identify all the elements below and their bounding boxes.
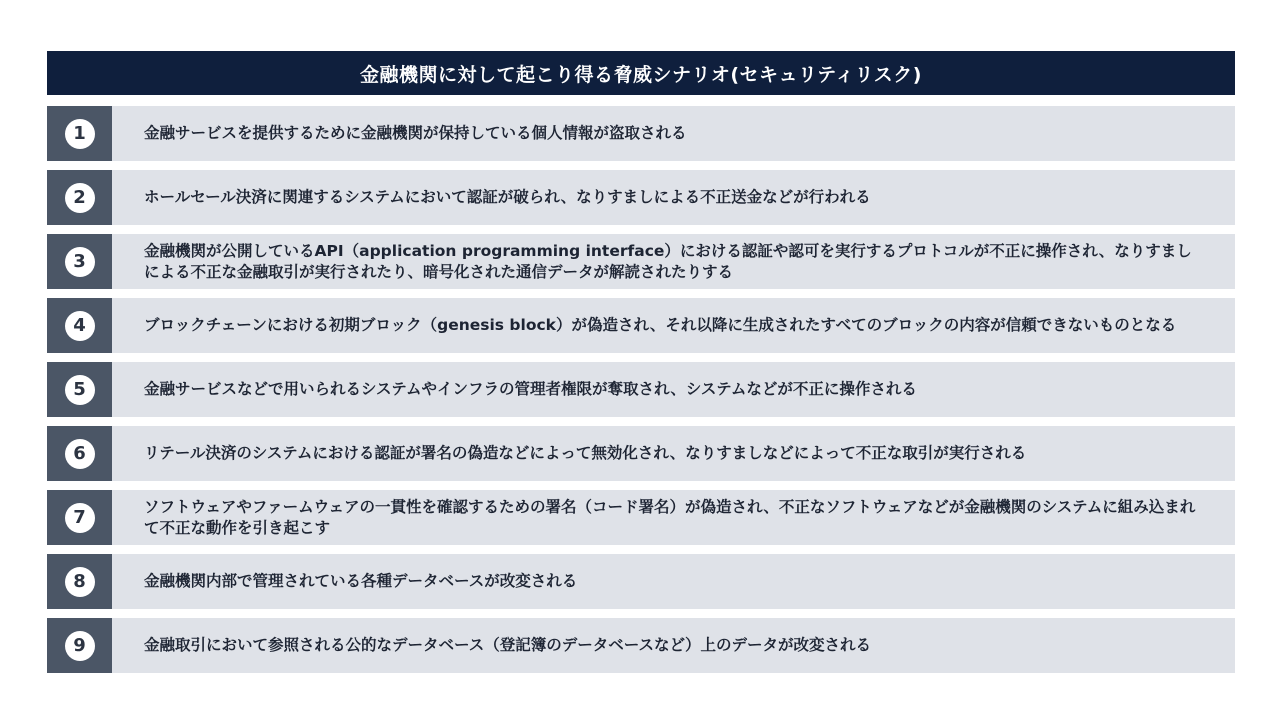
scenario-number-cell [47,490,112,545]
scenario-text: ホールセール決済に関連するシステムにおいて認証が破られ、なりすましによる不正送金などが行われる [112,170,1235,225]
scenario-row [47,426,1235,481]
scenario-number-cell [47,426,112,481]
scenario-number-cell [47,106,112,161]
slide [47,51,1235,682]
scenario-text: リテール決済のシステムにおける認証が署名の偽造などによって無効化され、なりすましなどによって不正な取引が実行される [112,426,1235,481]
scenario-text: 金融機関が公開しているAPI（application programming interface）における認証や認可を実行するプロトコルが不正に操作され、なりすましによる不正な金融取引が実行されたり、暗号化された通信データが解読されたりする [112,234,1235,289]
scenario-number: 6 [65,439,95,469]
scenario-number: 7 [65,503,95,533]
scenario-text: 金融機関内部で管理されている各種データベースが改変される [112,554,1235,609]
scenario-number-cell [47,618,112,673]
slide-title: 金融機関に対して起こり得る脅威シナリオ(セキュリティリスク) [47,51,1235,95]
scenario-row [47,554,1235,609]
scenario-row [47,362,1235,417]
scenario-row [47,234,1235,289]
scenario-number: 2 [65,183,95,213]
scenario-row [47,490,1235,545]
scenario-text: 金融取引において参照される公的なデータベース（登記簿のデータベースなど）上のデータが改変される [112,618,1235,673]
scenario-row [47,618,1235,673]
scenario-number: 5 [65,375,95,405]
scenario-number-cell [47,234,112,289]
scenario-row [47,106,1235,161]
scenario-list [47,106,1235,673]
scenario-text: ブロックチェーンにおける初期ブロック（genesis block）が偽造され、それ以降に生成されたすべてのブロックの内容が信頼できないものとなる [112,298,1235,353]
scenario-number: 4 [65,311,95,341]
scenario-number-cell [47,170,112,225]
scenario-number: 9 [65,631,95,661]
scenario-number: 3 [65,247,95,277]
scenario-number-cell [47,362,112,417]
scenario-text: 金融サービスを提供するために金融機関が保持している個人情報が盗取される [112,106,1235,161]
scenario-text: 金融サービスなどで用いられるシステムやインフラの管理者権限が奪取され、システムなどが不正に操作される [112,362,1235,417]
scenario-row [47,170,1235,225]
scenario-number: 1 [65,119,95,149]
scenario-number: 8 [65,567,95,597]
scenario-text: ソフトウェアやファームウェアの一貫性を確認するための署名（コード署名）が偽造され、不正なソフトウェアなどが金融機関のシステムに組み込まれて不正な動作を引き起こす [112,490,1235,545]
scenario-number-cell [47,298,112,353]
scenario-row [47,298,1235,353]
scenario-number-cell [47,554,112,609]
